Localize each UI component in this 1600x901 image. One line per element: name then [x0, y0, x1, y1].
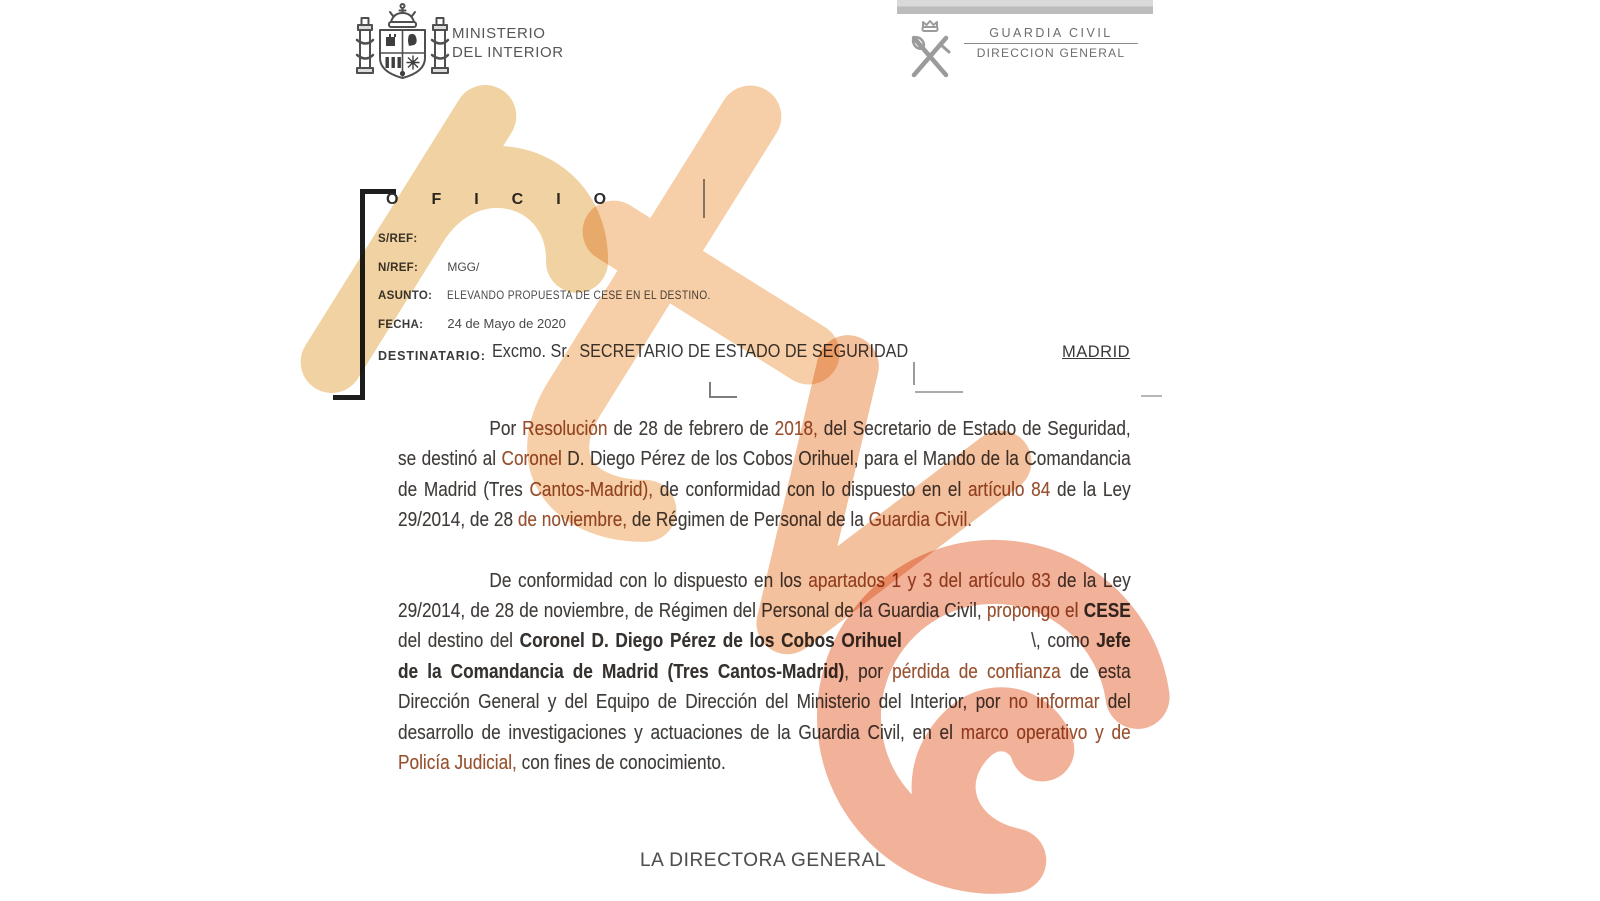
text-segment: con fines de conocimiento. — [516, 752, 726, 775]
text-segment: Coronel D. Diego Pérez de los Cobos Orihuel — [519, 630, 902, 653]
text-segment: Coronel — [501, 448, 562, 471]
text-segment: , por — [844, 660, 893, 683]
scan-mark-vertical-tick — [703, 179, 705, 218]
document-type-title: OFICIO — [386, 191, 640, 208]
text-segment: artículo 84 — [967, 478, 1051, 501]
ref-label: S/REF: — [378, 233, 418, 245]
ministry-name-line2: DEL INTERIOR — [452, 44, 564, 61]
guardia-civil-header — [962, 26, 1140, 60]
text-segment: de noviembre, — [517, 509, 628, 532]
text-segment: del destino del — [398, 630, 520, 653]
text-segment: CESE — [1083, 600, 1131, 623]
text-segment: de la Ley 29/2014, de 28 — [398, 478, 1131, 532]
scan-mark-corner — [709, 396, 737, 398]
text-segment: no informar — [1008, 691, 1100, 714]
text-segment: De conformidad con lo dispuesto en los — [489, 569, 809, 592]
text-segment: Resolución — [522, 418, 608, 440]
ref-label: FECHA: — [378, 318, 424, 331]
text-segment: 2018, — [774, 418, 818, 440]
text-segment: de la Ley 29/2014, de 28 de noviembre, de Régimen del Personal de la Guardia Civil, — [398, 569, 1131, 623]
scan-mark-dash — [915, 391, 963, 393]
text-segment: Guardia Civil. — [868, 509, 973, 532]
text-segment: propongo el — [986, 600, 1079, 623]
spain-coat-of-arms-icon — [355, 2, 450, 88]
text-segment: apartados 1 y 3 del artículo 83 — [808, 569, 1051, 592]
text-segment: del desarrollo de investigaciones y actuaciones de la Guardia Civil, en el — [398, 691, 1131, 744]
ref-row-sref — [378, 224, 758, 253]
ref-value: MGG/ — [447, 259, 480, 274]
oficio-bracket-vertical — [360, 189, 365, 400]
letter-body — [398, 414, 1131, 808]
guardia-civil-title: GUARDIA CIVIL — [989, 26, 1113, 40]
ref-row-asunto — [378, 281, 758, 310]
text-segment: marco operativo y de Policía Judicial, — [398, 721, 1131, 775]
ref-label: ASUNTO: — [378, 290, 433, 302]
destinatario-label: DESTINATARIO: — [378, 349, 486, 363]
oficio-bracket-bottom — [333, 395, 365, 400]
text-segment: Jefe de la Comandancia de Madrid (Tres Cantos-Madrid) — [398, 630, 1131, 683]
paragraph — [398, 566, 1131, 779]
ref-label: N/REF: — [378, 261, 419, 274]
ministry-name-line1: MINISTERIO — [452, 25, 546, 42]
text-segment: pérdida de confianza — [892, 660, 1061, 683]
paragraph — [398, 414, 1131, 536]
ref-value: 24 de Mayo de 2020 — [447, 315, 566, 331]
text-segment: de 28 de febrero de — [607, 418, 775, 440]
scan-top-bar — [897, 0, 1153, 14]
direccion-general-subtitle: DIRECCION GENERAL — [976, 46, 1126, 60]
scan-mark-dash — [1141, 395, 1162, 397]
destinatario-city: MADRID — [1062, 343, 1131, 361]
signature-title: LA DIRECTORA GENERAL — [640, 850, 887, 871]
text-segment: de esta Dirección General y del Equipo de Dirección del Ministerio del Interior, por — [398, 660, 1131, 714]
ref-row-fecha — [378, 310, 758, 339]
ref-value: ELEVANDO PROPUESTA DE CESE EN EL DESTINO. — [447, 288, 712, 302]
header-divider — [964, 43, 1138, 44]
ministry-name — [452, 24, 564, 62]
text-segment: \, como — [1031, 630, 1097, 653]
text-segment: del Secretario de Estado de Seguridad, se destinó al — [398, 418, 1131, 471]
scan-mark-vertical-tick — [913, 362, 915, 385]
text-segment: Por — [489, 418, 523, 440]
reference-block — [378, 224, 758, 338]
destinatario-value: Excmo. Sr. SECRETARIO DE ESTADO DE SEGURIDAD — [492, 341, 909, 361]
guardia-civil-emblem-icon — [903, 18, 957, 82]
text-segment: Cantos-Madrid), — [529, 478, 654, 501]
ref-row-nref — [378, 253, 758, 282]
text-segment: de conformidad con lo dispuesto en el — [653, 478, 968, 501]
text-segment: D. Diego Pérez de los Cobos Orihuel, para el Mando de la Comandancia de Madrid (Tres — [398, 448, 1131, 501]
text-segment: de Régimen de Personal de la — [627, 509, 869, 532]
